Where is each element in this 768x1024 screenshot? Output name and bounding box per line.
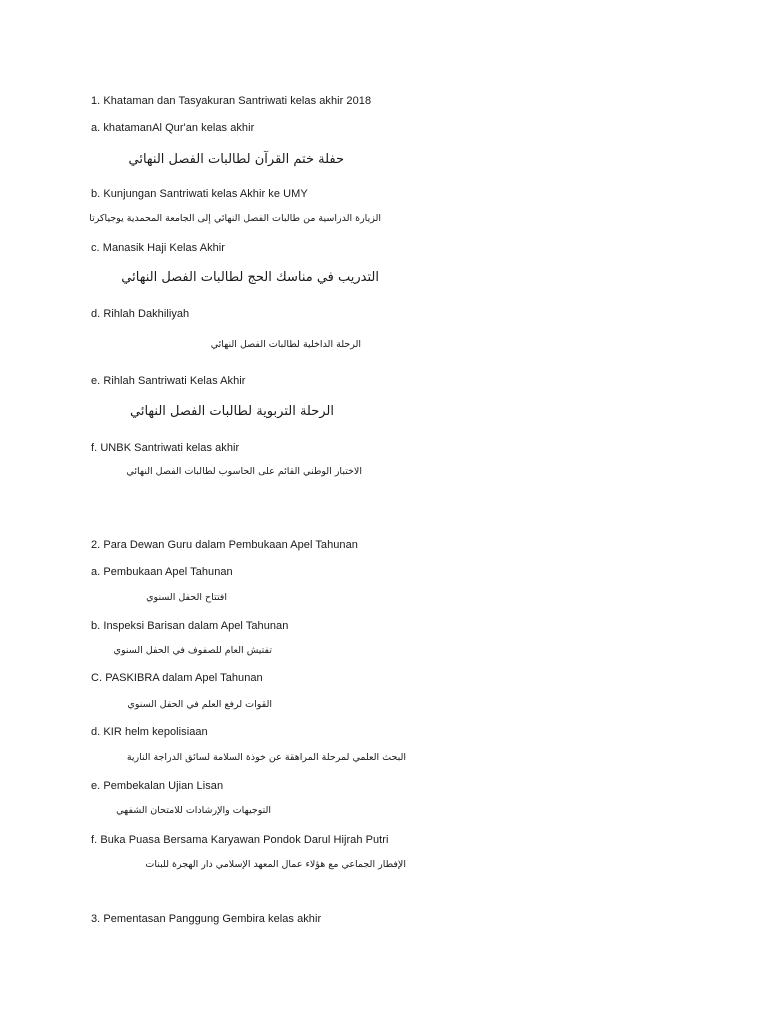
item-label: d. KIR helm kepolisiaan: [91, 726, 208, 738]
item-label: a. khatamanAl Qur'an kelas akhir: [91, 122, 255, 134]
item-arabic: التدريب في مناسك الحج لطالبات الفصل النهائي: [121, 270, 379, 285]
item-arabic: افتتاح الحفل السنوي: [146, 592, 227, 603]
item-arabic: البحث العلمي لمرحلة المراهقة عن خوذة السلامة لسائق الدراجة النارية: [126, 752, 406, 763]
item-label: e. Rihlah Santriwati Kelas Akhir: [91, 375, 246, 387]
item-arabic: الزيارة الدراسية من طالبات الفصل النهائي إلى الجامعة المحمدية يوجياكرتا: [89, 213, 381, 224]
item-arabic: الإفطار الجماعي مع هؤلاء عمال المعهد الإسلامي دار الهجرة للبنات: [145, 859, 406, 870]
item-label: f. UNBK Santriwati kelas akhir: [91, 442, 240, 454]
item-arabic: تفتيش العام للصفوف في الحفل السنوي: [113, 645, 272, 656]
item-label: b. Inspeksi Barisan dalam Apel Tahunan: [91, 620, 289, 632]
item-label: b. Kunjungan Santriwati kelas Akhir ke UMY: [91, 188, 308, 200]
item-label: C. PASKIBRA dalam Apel Tahunan: [91, 672, 263, 684]
section-heading: 3. Pementasan Panggung Gembira kelas akhir: [91, 913, 322, 925]
item-arabic: القوات لرفع العلم في الحفل السنوي: [127, 699, 272, 710]
item-arabic: الرحلة الداخلية لطالبات الفصل النهائي: [210, 339, 361, 350]
item-label: c. Manasik Haji Kelas Akhir: [91, 242, 226, 254]
item-label: d. Rihlah Dakhiliyah: [91, 308, 190, 320]
item-label: e. Pembekalan Ujian Lisan: [91, 780, 224, 792]
item-label: f. Buka Puasa Bersama Karyawan Pondok Darul Hijrah Putri: [91, 834, 389, 846]
item-arabic: الاختبار الوطني القائم على الحاسوب لطالبات الفصل النهائي: [126, 466, 362, 477]
item-label: a. Pembukaan Apel Tahunan: [91, 566, 233, 578]
item-arabic: الرحلة التربوية لطالبات الفصل النهائي: [129, 404, 334, 419]
section-heading: 1. Khataman dan Tasyakuran Santriwati kelas akhir 2018: [91, 95, 372, 107]
item-arabic: حفلة ختم القرآن لطالبات الفصل النهائي: [128, 152, 344, 167]
item-arabic: التوجيهات والإرشادات للامتحان الشفهي: [116, 805, 271, 816]
section-heading: 2. Para Dewan Guru dalam Pembukaan Apel Tahunan: [91, 539, 358, 551]
